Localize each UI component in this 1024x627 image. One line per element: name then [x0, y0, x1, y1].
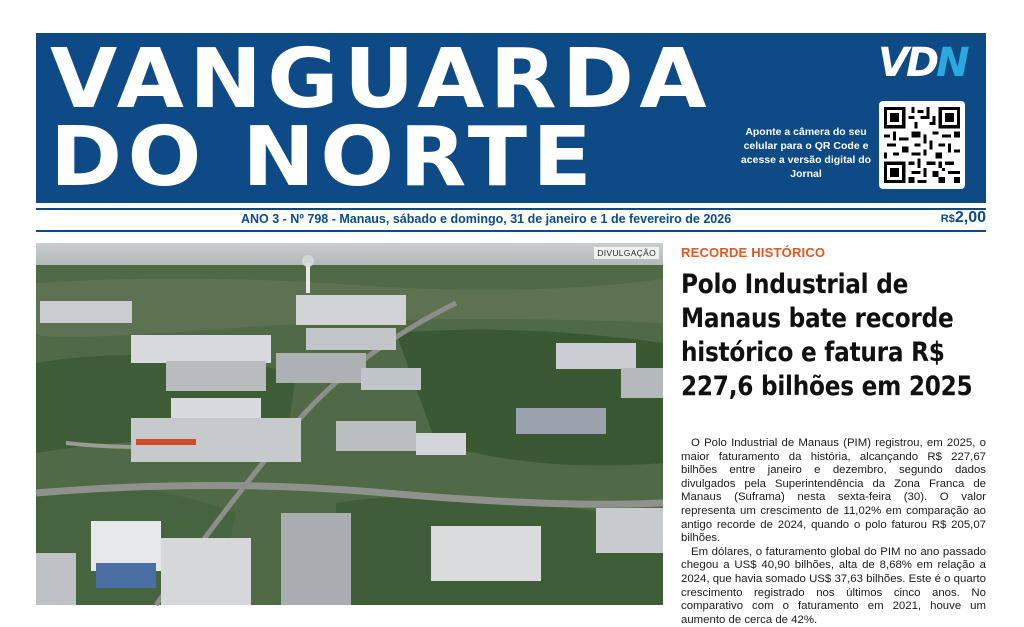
article-kicker: RECORDE HISTÓRICO: [681, 245, 826, 260]
article-paragraph-2: Em dólares, o faturamento global do PIM no ano passado chegou a US$ 40,90 bilhões, alta de 8,68% em relação a 2024, que havia somado US$ 37,63 bilhões. Este é o quarto crescimento registrado nos últimos cinco anos. No comparativo com o faturamento em 2021, houve um aumento de cerca de 42%.: [681, 545, 986, 626]
masthead-rule-top: [36, 208, 986, 210]
newspaper-title-line1: VANGUARDA: [50, 32, 712, 127]
logo-letter-d: D: [905, 40, 937, 86]
vdn-logo[interactable]: [878, 41, 966, 85]
newspaper-title-line2: DO NORTE: [50, 110, 598, 205]
qr-code-icon: [884, 106, 960, 184]
logo-letter-n: N: [936, 40, 967, 86]
article-body: [681, 437, 986, 627]
edition-info: ANO 3 - Nº 798 - Manaus, sábado e domingo, 31 de janeiro e 1 de fevereiro de 2026: [241, 212, 732, 226]
article-headline[interactable]: Polo Industrial de Manaus bate recorde histórico e fatura R$ 227,6 bilhões em 2025: [681, 269, 973, 402]
price-value: 2,00: [954, 209, 986, 226]
qr-caption: Aponte a câmera do seu celular para o QR Code e acesse a versão digital do Jornal: [740, 126, 872, 180]
price: [941, 209, 986, 227]
masthead-rule-bottom: [36, 230, 986, 232]
qr-code[interactable]: [879, 101, 965, 189]
article-paragraph-1: O Polo Industrial de Manaus (PIM) registrou, em 2025, o maior faturamento da história, alcançando R$ 227,67 bilhões entre janeiro e dezembro, segundo dados divulgados pela Superintendência da Zona Franca de Manaus (Suframa) nesta sexta-feira (30). O valor representa um crescimento de 11,02% em comparação ao antigo recorde de 2024, quando o polo faturou R$ 205,07 bilhões.: [681, 437, 986, 545]
industrial-district-image: [36, 243, 663, 605]
aerial-photo[interactable]: [36, 243, 663, 605]
masthead: [36, 33, 986, 203]
photo-credit: DIVULGAÇÃO: [594, 247, 659, 259]
edition-bar: [36, 209, 986, 228]
price-currency: R$: [940, 213, 955, 225]
logo-letter-v: V: [878, 40, 906, 86]
